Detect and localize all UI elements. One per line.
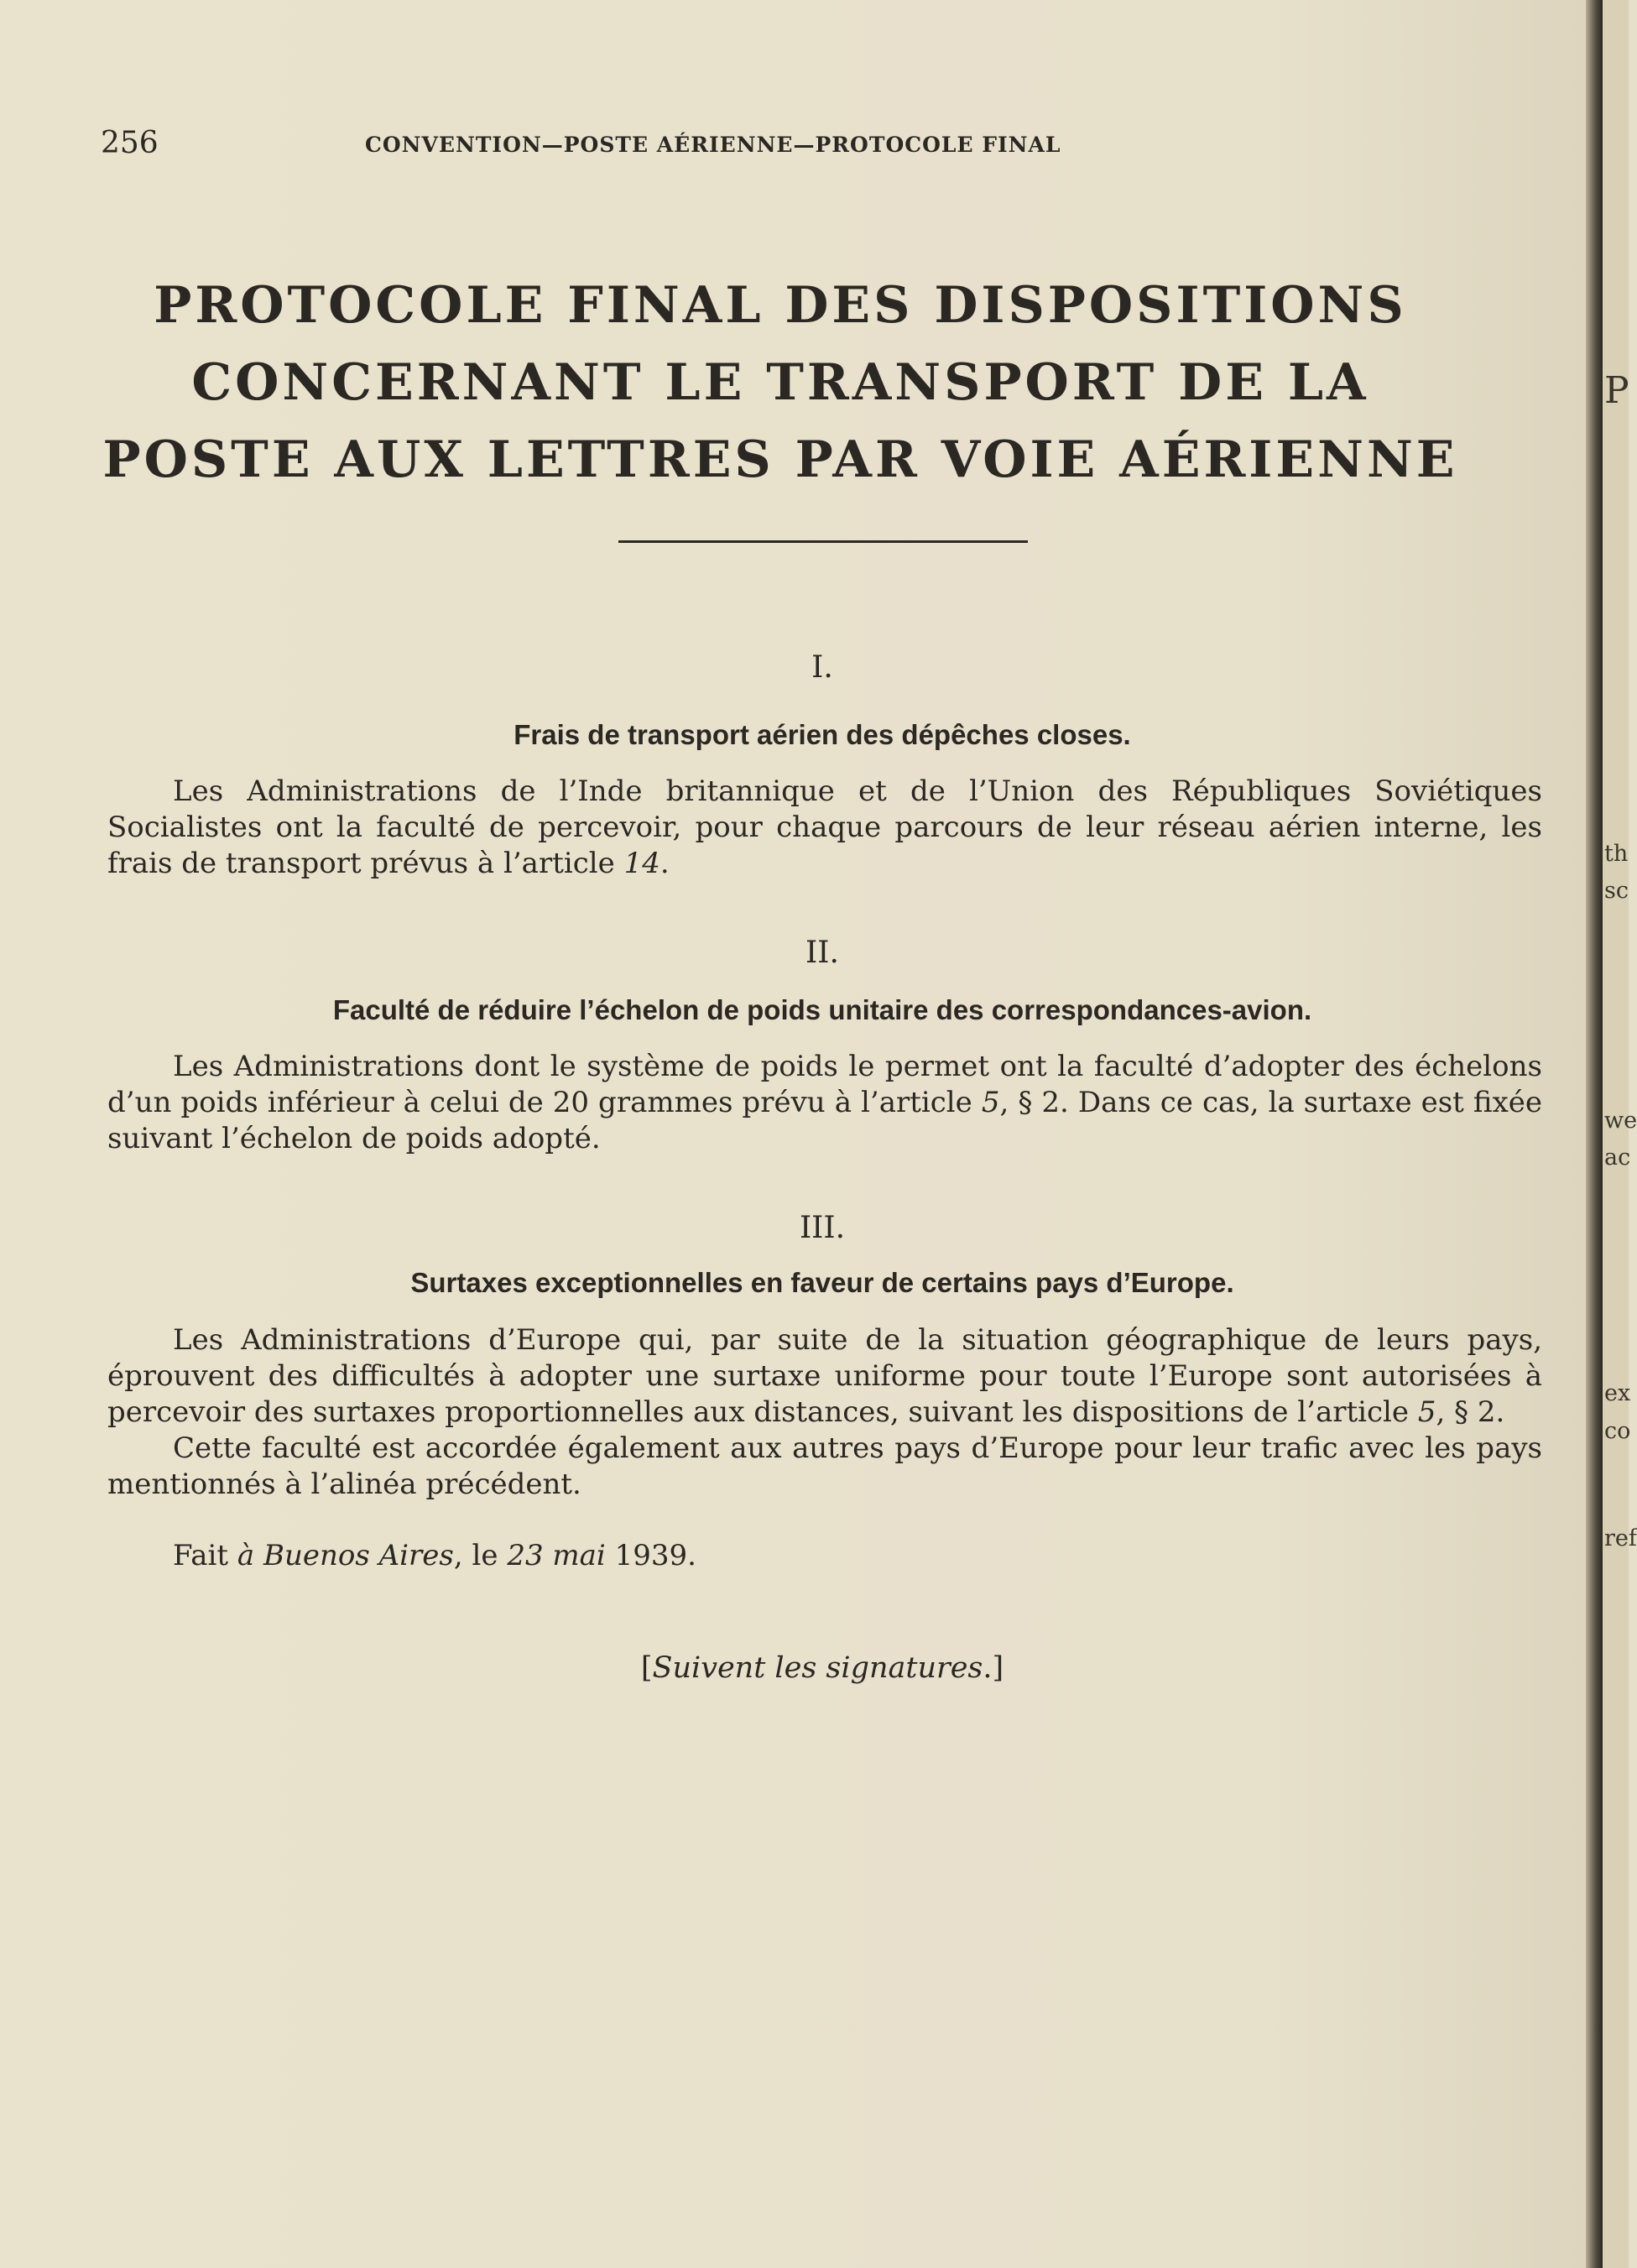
closing-preposition: à xyxy=(237,1539,255,1572)
closing-date: 23 mai xyxy=(507,1539,606,1572)
paragraph-end: . xyxy=(659,847,670,880)
article-reference: 5 xyxy=(1417,1395,1436,1429)
closing-line xyxy=(107,1538,1542,1574)
running-head xyxy=(101,126,1435,159)
paragraph xyxy=(107,1322,1542,1431)
paragraph xyxy=(107,1049,1542,1157)
article-reference: 14 xyxy=(623,847,660,880)
facing-page-fragment: P xyxy=(1604,369,1629,412)
paragraph-end: , § 2. Dans ce cas, la surtaxe est fixée suivant l’échelon de poids adopté. xyxy=(107,1086,1542,1155)
facing-page-fragment: th xyxy=(1604,841,1629,867)
paragraph-text: Les Administrations d’Europe qui, par suite de la situation géographique de leurs pays, éprouvent des difficultés à adopter une surtaxe uniforme pour toute l’Europe sont autorisées à percevoir des surtaxes proportionnelles aux distances, suivant les dispositions de l’article xyxy=(107,1323,1542,1429)
article-reference: 5 xyxy=(981,1086,1000,1119)
section-number: I. xyxy=(811,650,833,685)
paragraph-text: Les Administrations de l’Inde britannique et de l’Union des Républiques Soviétiques Socialistes ont la faculté de percevoir, pour chaque parcours de leur réseau aérien interne, les frais de transport prévus à l’article xyxy=(107,774,1542,880)
paragraph xyxy=(107,774,1542,882)
facing-page-fragment: ex xyxy=(1604,1380,1631,1406)
title-rule xyxy=(618,540,1028,543)
section-number: II. xyxy=(805,936,839,970)
running-title: CONVENTION—POSTE AÉRIENNE—PROTOCOLE FINAL xyxy=(365,133,1061,157)
facing-page-edge xyxy=(1603,0,1637,2268)
facing-page-fragment: we xyxy=(1604,1108,1637,1134)
facing-page-fragment: ref xyxy=(1604,1525,1637,1551)
book-gutter xyxy=(1586,0,1603,2268)
paragraph-text: Cette faculté est accordée également aux autres pays d’Europe pour leur trafic avec les pays mentionnés à l’alinéa précédent. xyxy=(107,1431,1542,1501)
section-heading: Surtaxes exceptionnelles en faveur de certains pays d’Europe. xyxy=(410,1267,1234,1298)
page-number: 256 xyxy=(101,126,159,160)
closing-place: Buenos Aires xyxy=(263,1539,454,1572)
paragraph-text: Les Administrations dont le système de poids le permet ont la faculté d’adopter des échelons d’un poids inférieur à celui de 20 grammes prévu à l’article xyxy=(107,1050,1542,1119)
bracket-close: .] xyxy=(983,1651,1004,1685)
facing-page-fragment: sc xyxy=(1604,878,1629,904)
facing-page-fragment: co xyxy=(1604,1418,1631,1444)
closing-year: 1939. xyxy=(605,1539,696,1572)
section-heading: Faculté de réduire l’échelon de poids unitaire des correspondances-avion. xyxy=(332,994,1312,1025)
paragraph-end: , § 2. xyxy=(1436,1395,1505,1429)
signatures-text: Suivent les signatures xyxy=(652,1651,983,1685)
document-title: PROTOCOLE FINAL DES DISPOSITIONS CONCERNANT LE TRANSPORT DE LA POSTE AUX LETTRES PAR VOIE AÉRIENNE xyxy=(102,276,1458,489)
closing-text: Fait xyxy=(173,1539,237,1572)
section-number: III. xyxy=(799,1211,846,1245)
paragraph xyxy=(107,1431,1542,1503)
bracket-open: [ xyxy=(640,1651,653,1685)
signatures-note xyxy=(101,1651,1544,1685)
section-heading: Frais de transport aérien des dépêches closes. xyxy=(514,719,1131,750)
facing-page-fragment: ac xyxy=(1604,1144,1631,1170)
closing-text: , le xyxy=(453,1539,508,1572)
